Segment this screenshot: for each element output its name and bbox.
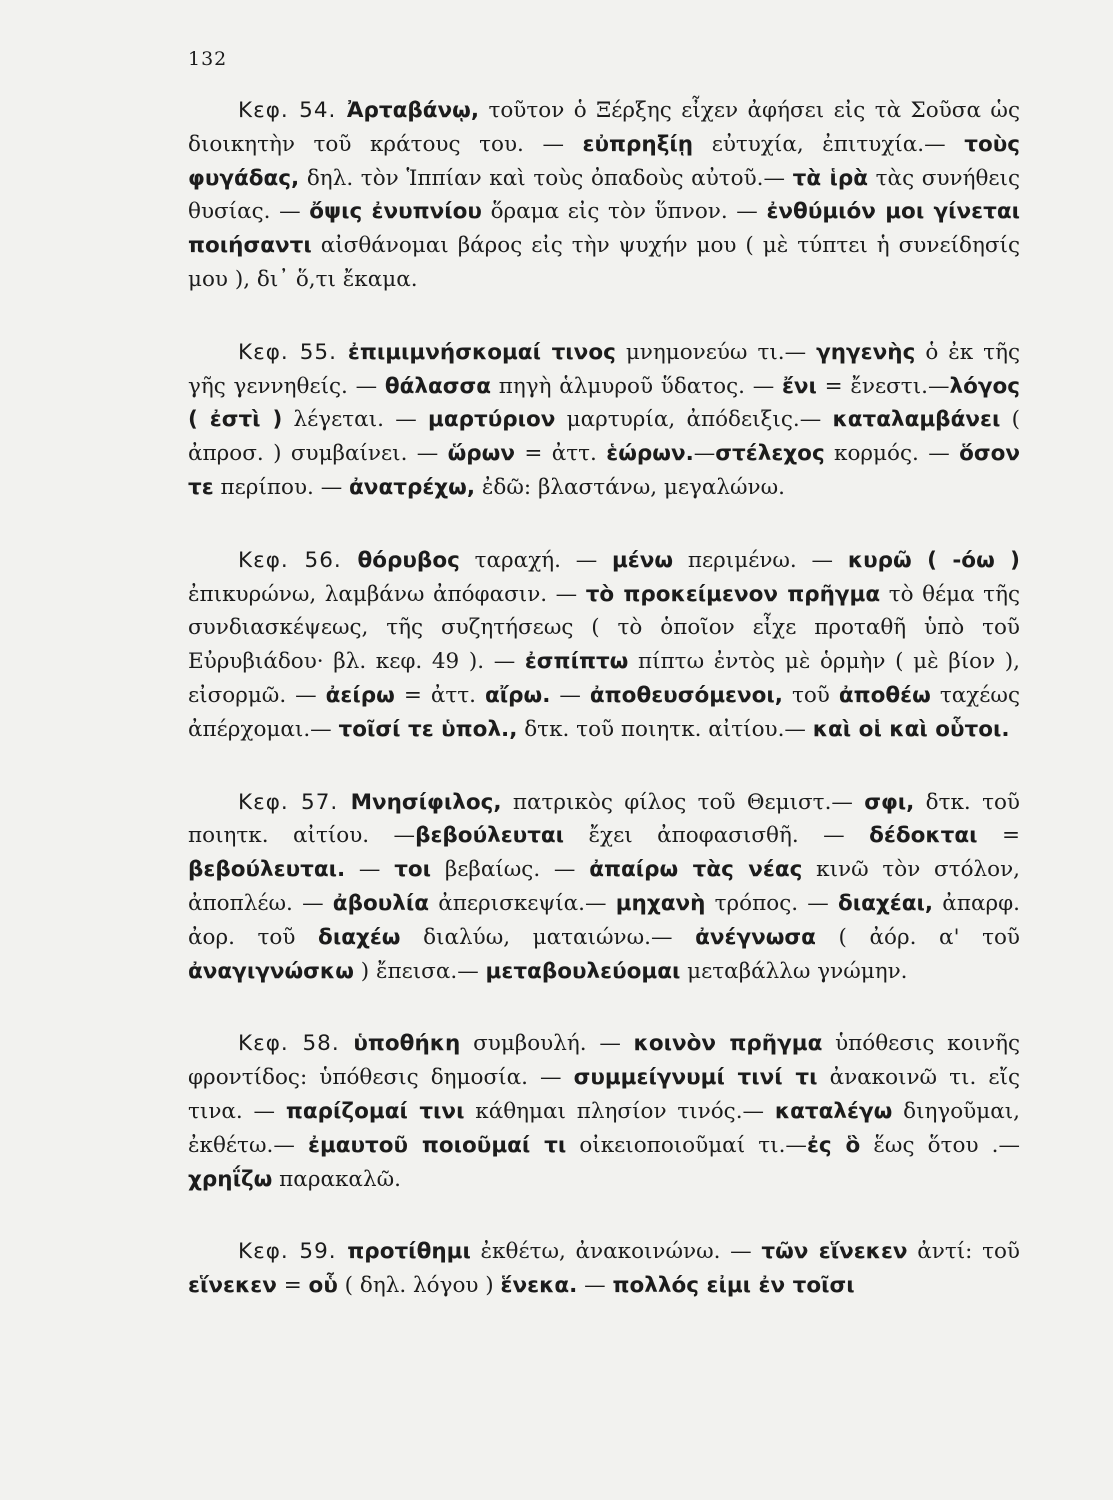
lemma-term: τοι [394, 857, 432, 883]
gloss-text: τρόπος. — [705, 890, 839, 916]
commentary-paragraph [188, 1235, 1020, 1303]
gloss-text: ἀπερισκεψία.— [429, 890, 616, 916]
lemma-term: παρίζομαί τινι [285, 1098, 465, 1124]
gloss-text: λέγεται. — [282, 407, 428, 433]
gloss-text: μαρτυρία, ἀπόδειξις.— [555, 407, 833, 433]
chapter-heading: Κεφ. 57. [238, 789, 351, 815]
lemma-term: καταλαμβάνει [832, 407, 1001, 433]
lemma-term: μεταβουλεύομαι [485, 958, 681, 984]
lemma-term: ὄψις ἐνυπνίου [309, 199, 482, 225]
lemma-term: καταλέγω [774, 1098, 893, 1124]
gloss-text: συμβουλή. — [460, 1031, 634, 1057]
lemma-term: κοινὸν πρῆγμα [633, 1031, 823, 1057]
lemma-term: ἀβουλία [332, 890, 430, 916]
gloss-text: βεβαίως. — [431, 857, 590, 883]
gloss-text: διηγοῦμαι, ἐκθέτω.— [188, 1098, 1021, 1158]
lemma-term: μένω [611, 547, 674, 573]
lemma-term: συμμείγνυμί τινί τι [573, 1065, 818, 1091]
lemma-term: μηχανὴ [615, 890, 706, 916]
commentary-paragraph [188, 1027, 1020, 1196]
lemma-term: προτίθημι [347, 1239, 471, 1265]
lemma-term: πολλός εἰμι ἐν τοῖσι [612, 1273, 855, 1299]
lemma-term: εἵνεκεν [188, 1273, 277, 1299]
gloss-text: κινῶ τὸν στόλον, ἀποπλέω. — [188, 857, 1021, 916]
lemma-term: ἐπιμιμνήσκομαί τινος [347, 339, 616, 365]
gloss-text: παρακαλῶ. [272, 1166, 401, 1192]
gloss-text: ( ἀόρ. α' τοῦ [815, 924, 1020, 950]
gloss-text: ταραχή. — [459, 547, 612, 573]
lemma-term: τοῖσί τε ὑπολ., [338, 716, 518, 742]
gloss-text: ἐδῶ: βλαστάνω, μεγαλώνω. [475, 474, 785, 500]
lemma-term: κυρῶ ( -όω ) [847, 547, 1021, 573]
gloss-text: ) ἔπεισα.— [353, 958, 486, 984]
lemma-term: σφι, [864, 789, 915, 815]
gloss-text: δτκ. τοῦ ποιητκ. αἰτίου.— [517, 716, 813, 742]
lemma-term: μαρτύριον [428, 407, 556, 433]
gloss-text: πίπτω ἐντὸς μὲ ὁρμὴν ( μὲ βίον ), εἰσορμῶ. — [188, 649, 1020, 708]
gloss-text: μνημονεύω τι.— [615, 339, 817, 365]
gloss-text: τοῦτον ὁ Ξέρξης εἶχεν ἀφήσει εἰς τὰ Σοῦσα ὡς διοικητὴν τοῦ κράτους του. — [188, 98, 1020, 157]
gloss-text: ἔχει ἀποφασισθῆ. — [564, 823, 870, 849]
gloss-text: περιμένω. — [673, 547, 848, 573]
lemma-term: ἐνθύμιόν μοι γίνεται ποιήσαντι [188, 199, 1020, 259]
gloss-text: κορμός. — [824, 441, 960, 467]
gloss-text: πηγὴ ἁλμυροῦ ὕδατος. — [491, 373, 782, 399]
lemma-term: λόγος ( ἐστὶ ) [188, 373, 1021, 433]
lemma-term: ἀπαίρω τὰς νέας [589, 857, 803, 883]
gloss-text: ἀνακοινῶ τι. εἴς τινα. — [188, 1065, 1021, 1124]
gloss-text: — [693, 441, 716, 467]
lemma-term: γηγενὴς [816, 339, 916, 365]
gloss-text: τὸ θέμα τῆς συνδιασκέψεως, τῆς συζητήσεως ( τὸ ὁποῖον εἶχε προταθῆ ὑπὸ τοῦ Εὐρυβιάδου· βλ. κεφ. 49 ). — [188, 581, 1020, 675]
lemma-term: ὑποθήκη [353, 1031, 461, 1057]
gloss-text: ὑπόθεσις κοινῆς φροντίδος: ὑπόθεσις δημοσία. — [188, 1031, 1020, 1091]
lemma-term: διαχέω [318, 924, 401, 950]
lemma-term: οὗ [308, 1273, 338, 1299]
page-number: 132 [188, 48, 228, 70]
lemma-term: Ἀρταβάνῳ, [346, 98, 480, 123]
lemma-term: θόρυβος [357, 547, 460, 573]
gloss-text: τὰς συνήθεις θυσίας. — [188, 165, 1021, 225]
gloss-text: οἰκειοποιοῦμαί τι.— [566, 1132, 807, 1158]
lemma-term: ἀναγιγνώσκω [188, 958, 354, 984]
gloss-text: — [577, 1273, 613, 1299]
gloss-text: — [550, 682, 590, 708]
gloss-text: ταχέως ἀπέρχομαι.— [188, 682, 1020, 742]
gloss-text: τοῦ [782, 682, 839, 708]
gloss-text: κάθημαι πλησίον τινός.— [464, 1098, 775, 1124]
lemma-term: ἀποθευσόμενοι, [589, 682, 783, 708]
commentary-paragraph [188, 544, 1020, 747]
lemma-term: Μνησίφιλος, [350, 789, 502, 815]
lemma-term: ἀνατρέχω, [349, 474, 476, 500]
commentary-paragraph [188, 336, 1020, 505]
gloss-text: ( ἀπροσ. ) συμβαίνει. — [188, 407, 1020, 467]
commentary-paragraph [188, 786, 1020, 989]
gloss-text: αἰσθάνομαι βάρος εἰς τὴν ψυχήν μου ( μὲ τύπτει ἡ συνείδησίς μου ), δι᾿ ὅ,τι ἔκαμα. [188, 233, 1020, 292]
lemma-term: ἀποθέω [838, 682, 931, 708]
lemma-term: αἴρω. [485, 682, 551, 708]
lemma-term: εὐπρηξίῃ [582, 131, 694, 157]
lemma-term: στέλεχος [715, 441, 825, 467]
chapter-heading: Κεφ. 55. [238, 339, 348, 365]
gloss-text: = ἔνεστι.— [816, 373, 950, 399]
lemma-term: τοὺς φυγάδας, [188, 131, 1020, 191]
gloss-text: ἕως ὅτου .— [860, 1132, 1020, 1158]
gloss-text: = ἀττ. [515, 441, 607, 467]
lemma-term: τὰ ἱρὰ [792, 165, 869, 191]
gloss-text: ὅραμα εἰς τὸν ὕπνον. — [481, 199, 767, 225]
gloss-text: διαλύω, ματαιώνω.— [400, 924, 696, 950]
lemma-term: ἑώρων. [606, 441, 694, 467]
gloss-text: μεταβάλλω γνώμην. [680, 958, 908, 984]
gloss-text: ἀπαρφ. ἀορ. τοῦ [188, 890, 1021, 950]
lemma-term: θάλασσα [384, 373, 492, 399]
lemma-term: ὅσον τε [188, 441, 1020, 500]
gloss-text: ὁ ἐκ τῆς γῆς γεννηθείς. — [188, 339, 1020, 399]
gloss-text: = [276, 1273, 309, 1299]
gloss-text: πατρικὸς φίλος τοῦ Θεμιστ.— [501, 789, 865, 815]
lemma-term: ἐσπίπτω [524, 649, 629, 675]
lemma-term: χρηΐζω [188, 1166, 273, 1192]
lemma-term: ἀείρω [325, 682, 395, 708]
gloss-text: = [977, 823, 1020, 849]
lemma-term: βεβούλευται. [188, 857, 346, 883]
lemma-term: ἀνέγνωσα [695, 924, 816, 950]
lemma-term: ὥρων [447, 441, 516, 467]
lemma-term: καὶ οἱ καὶ οὗτοι. [812, 716, 1010, 742]
gloss-text: εὐτυχία, ἐπιτυχία.— [693, 131, 965, 157]
chapter-heading: Κεφ. 59. [238, 1239, 348, 1265]
gloss-text: ἐκθέτω, ἀνακοινώνω. — [470, 1239, 762, 1265]
gloss-text: ἀντί: τοῦ [907, 1239, 1020, 1265]
lemma-term: ἔνι [781, 373, 817, 399]
chapter-heading: Κεφ. 56. [238, 547, 358, 573]
chapter-heading: Κεφ. 58. [238, 1031, 354, 1057]
lemma-term: ἕνεκα. [500, 1273, 578, 1299]
lemma-term: διαχέαι, [838, 890, 934, 916]
gloss-text: δτκ. τοῦ ποιητκ. αἰτίου. — [188, 789, 1020, 849]
lemma-term: βεβούλευται [415, 823, 565, 849]
lemma-term: τὸ προκείμενον πρῆγμα [585, 581, 881, 607]
gloss-text: ( δηλ. λόγου ) [337, 1273, 501, 1299]
lemma-term: ἐς ὃ [806, 1132, 861, 1158]
lemma-term: τῶν εἵνεκεν [761, 1239, 908, 1265]
gloss-text: περίπου. — [213, 474, 350, 500]
gloss-text: = ἀττ. [394, 682, 485, 708]
gloss-text: ἐπικυρώνω, λαμβάνω ἀπόφασιν. — [188, 581, 586, 607]
commentary-paragraph [188, 94, 1020, 297]
gloss-text: δηλ. τὸν Ἱππίαν καὶ τοὺς ὀπαδοὺς αὐτοῦ.— [299, 165, 793, 191]
commentary-body [188, 94, 1020, 1342]
lemma-term: ἐμαυτοῦ ποιοῦμαί τι [307, 1132, 567, 1158]
chapter-heading: Κεφ. 54. [238, 98, 347, 123]
gloss-text: — [345, 857, 395, 883]
lemma-term: δέδοκται [869, 823, 978, 849]
